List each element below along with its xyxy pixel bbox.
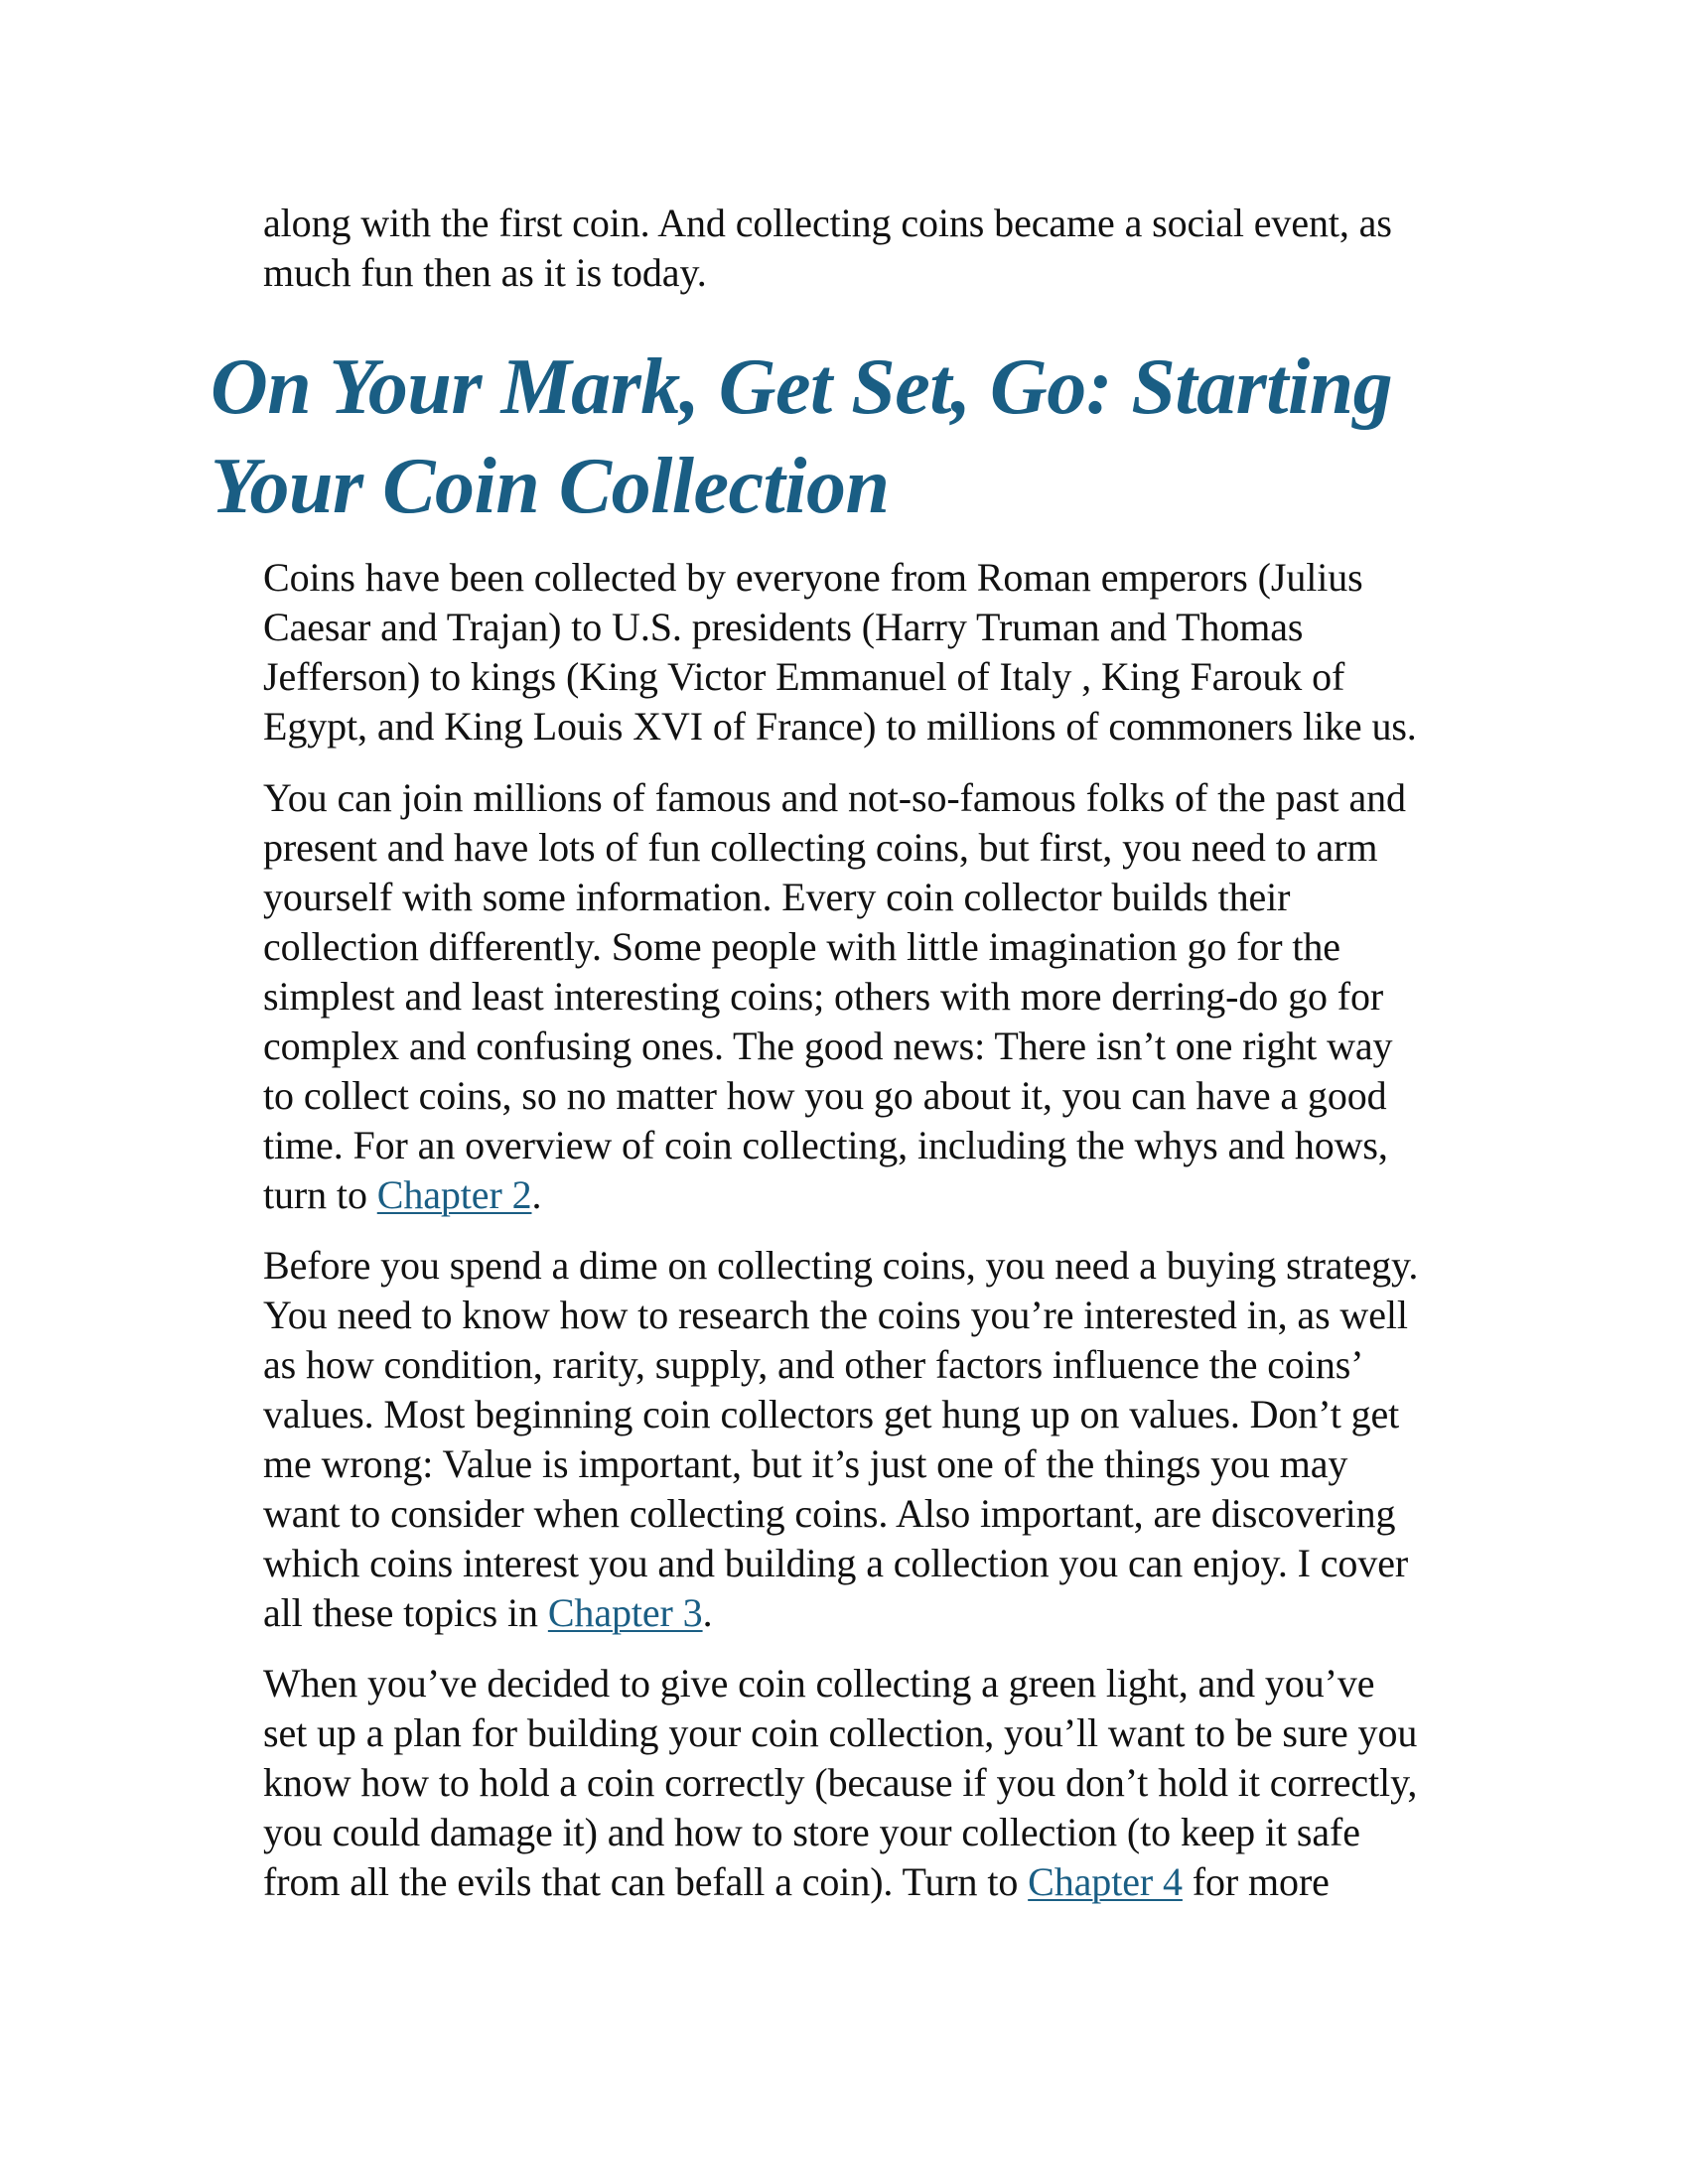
text-segment: . xyxy=(531,1172,542,1217)
text-line: to collect coins, so no matter how you go about it, you can have a good xyxy=(263,1073,1387,1118)
text-line: Before you spend a dime on collecting coins, you need a buying strategy. xyxy=(263,1243,1419,1288)
text-line: complex and confusing ones. The good news: There isn’t one right way xyxy=(263,1024,1393,1068)
text-line: me wrong: Value is important, but it’s just one of the things you may xyxy=(263,1441,1348,1486)
text-line: Caesar and Trajan) to U.S. presidents (Harry Truman and Thomas xyxy=(263,605,1304,649)
paragraph-join-millions xyxy=(263,773,1494,1220)
text-segment: . xyxy=(702,1590,713,1635)
text-line: values. Most beginning coin collectors get hung up on values. Don’t get xyxy=(263,1392,1400,1436)
paragraph-collectors xyxy=(263,553,1494,751)
paragraph-hold-store xyxy=(263,1659,1494,1907)
text-line: simplest and least interesting coins; others with more derring-do go for xyxy=(263,974,1384,1019)
paragraph-buying-strategy xyxy=(263,1241,1494,1638)
text-line: When you’ve decided to give coin collecting a green light, and you’ve xyxy=(263,1661,1375,1706)
text-line: present and have lots of fun collecting coins, but first, you need to arm xyxy=(263,825,1378,870)
text-line: Coins have been collected by everyone from Roman emperors (Julius xyxy=(263,555,1363,600)
text-line: set up a plan for building your coin collection, you’ll want to be sure you xyxy=(263,1710,1418,1755)
text-line: which coins interest you and building a collection you can enjoy. I cover xyxy=(263,1541,1409,1585)
chapter-4-link[interactable]: Chapter 4 xyxy=(1028,1859,1183,1904)
text-segment: from all the evils that can befall a coin). Turn to xyxy=(263,1859,1029,1904)
text-line xyxy=(263,1588,1494,1638)
text-line: Egypt, and King Louis XVI of France) to millions of commoners like us. xyxy=(263,704,1417,749)
text-line: Jefferson) to kings (King Victor Emmanuel of Italy , King Farouk of xyxy=(263,654,1345,699)
text-line: much fun then as it is today. xyxy=(263,250,707,295)
text-line: know how to hold a coin correctly (because if you don’t hold it correctly, xyxy=(263,1760,1418,1805)
text-line: want to consider when collecting coins. Also important, are discovering xyxy=(263,1491,1396,1536)
intro-paragraph xyxy=(263,199,1494,298)
text-line: collection differently. Some people with little imagination go for the xyxy=(263,924,1340,969)
text-segment: all these topics in xyxy=(263,1590,548,1635)
section-heading xyxy=(211,338,1541,536)
text-line: time. For an overview of coin collecting, including the whys and hows, xyxy=(263,1123,1388,1167)
chapter-2-link[interactable]: Chapter 2 xyxy=(376,1172,532,1217)
chapter-3-link[interactable]: Chapter 3 xyxy=(547,1590,703,1635)
text-segment: turn to xyxy=(263,1172,377,1217)
text-line: as how condition, rarity, supply, and other factors influence the coins’ xyxy=(263,1342,1364,1387)
text-line: you could damage it) and how to store your collection (to keep it safe xyxy=(263,1810,1360,1854)
text-line: yourself with some information. Every coin collector builds their xyxy=(263,875,1291,919)
text-line: You need to know how to research the coins you’re interested in, as well xyxy=(263,1293,1408,1337)
text-segment: for more xyxy=(1182,1859,1330,1904)
heading-line: On Your Mark, Get Set, Go: Starting xyxy=(211,343,1393,431)
text-line xyxy=(263,1857,1494,1907)
text-line xyxy=(263,1170,1494,1220)
heading-line: Your Coin Collection xyxy=(211,443,890,530)
text-line: You can join millions of famous and not-so-famous folks of the past and xyxy=(263,775,1406,820)
text-line: along with the first coin. And collecting coins became a social event, as xyxy=(263,201,1392,245)
